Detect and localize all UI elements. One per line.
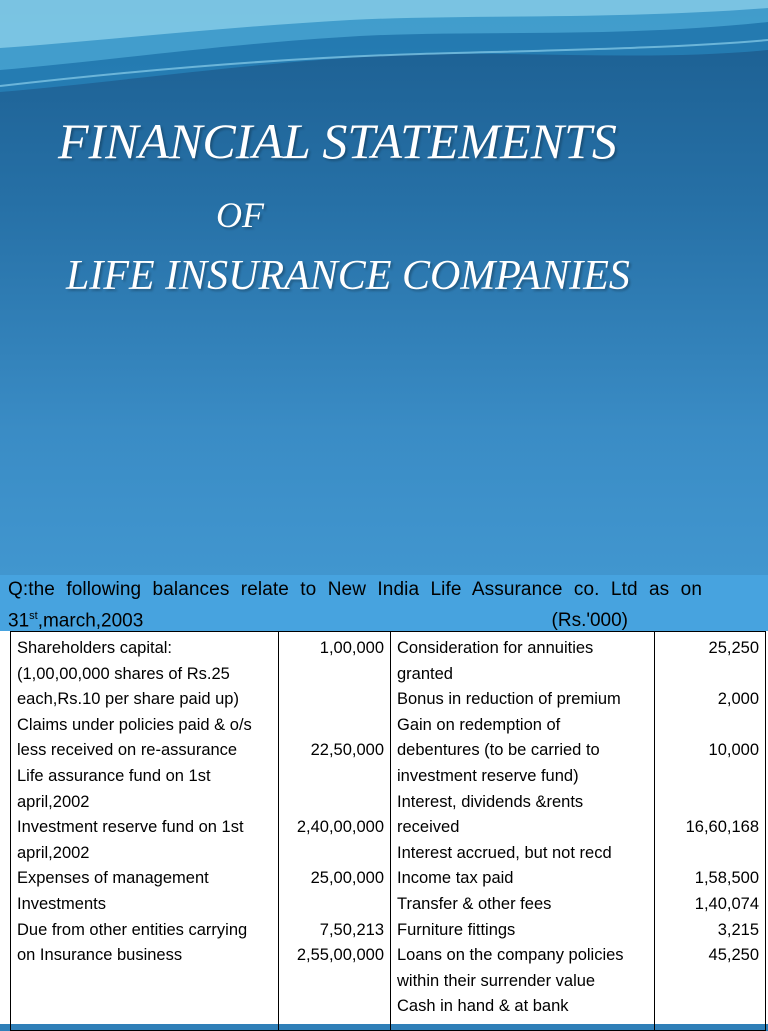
- right-item-amount: [661, 790, 759, 816]
- left-item-amount: 1,00,000: [319, 639, 384, 657]
- right-item-amount: [661, 969, 759, 995]
- table-row: [11, 632, 766, 1031]
- right-item-text: Furniture fittings: [397, 920, 516, 939]
- wave-decoration: [0, 0, 768, 110]
- question-date: [8, 610, 143, 632]
- right-item-amount: 25,250: [708, 639, 759, 657]
- right-item-text: Income tax paid: [397, 869, 514, 888]
- left-item-text: Investments: [17, 894, 106, 913]
- right-item-amount: [661, 764, 759, 790]
- left-item-text: (1,00,00,000 shares of Rs.25: [17, 664, 230, 683]
- left-item-text: april,2002: [17, 843, 90, 862]
- right-item-text: Cash in hand & at bank: [397, 997, 569, 1016]
- right-item-text: granted: [397, 664, 453, 683]
- right-item-amount: [661, 994, 759, 1020]
- right-item-text: Loans on the company policies: [397, 946, 624, 965]
- right-item-amount: 16,60,168: [685, 818, 759, 837]
- left-item-text: Shareholders capital:: [17, 639, 173, 657]
- left-item-amount: [285, 790, 384, 816]
- right-item-text: Consideration for annuities: [397, 639, 594, 657]
- question-section: [0, 575, 768, 1024]
- right-lines: [397, 636, 648, 1020]
- left-item-amount: 2,55,00,000: [296, 946, 384, 965]
- right-amount-column: [655, 632, 766, 1031]
- right-item-amount: 2,000: [717, 690, 759, 709]
- right-item-text: Interest, dividends &rents: [397, 792, 584, 811]
- left-item-text: Claims under policies paid & o/s: [17, 715, 252, 734]
- title-line-2: OF: [216, 195, 264, 235]
- right-item-amount: 10,000: [708, 741, 759, 760]
- right-values: [661, 636, 759, 1020]
- left-item-text: less received on re-assurance: [17, 741, 238, 760]
- right-item-text: debentures (to be carried to: [397, 741, 600, 760]
- left-item-text: april,2002: [17, 792, 90, 811]
- right-item-amount: [661, 713, 759, 739]
- left-item-amount: 7,50,213: [319, 920, 384, 939]
- left-item-amount: [285, 841, 384, 867]
- right-item-amount: 1,40,074: [694, 894, 759, 913]
- question-text: Q:the following balances relate to New India Life Assurance co. Ltd as on: [8, 579, 702, 600]
- left-amount-column: [279, 632, 391, 1031]
- right-item-text: Gain on redemption of: [397, 715, 561, 734]
- right-item-text: received: [397, 818, 460, 837]
- date-rest: ,march,2003: [37, 610, 144, 632]
- right-item-text: Transfer & other fees: [397, 894, 552, 913]
- right-item-text: within their surrender value: [397, 971, 596, 990]
- right-item-amount: [661, 841, 759, 867]
- left-item-amount: [285, 892, 384, 918]
- right-item-amount: [661, 662, 759, 688]
- title-line-3: LIFE INSURANCE COMPANIES: [66, 253, 630, 299]
- left-item-amount: 2,40,00,000: [296, 818, 384, 837]
- left-values: [285, 636, 384, 969]
- left-item-text: Due from other entities carrying: [17, 920, 248, 939]
- left-item-amount: [285, 713, 384, 739]
- date-day: 31: [8, 610, 30, 632]
- right-item-amount: 1,58,500: [694, 869, 759, 888]
- left-item-text: on Insurance business: [17, 946, 183, 965]
- right-description-column: [391, 632, 655, 1031]
- right-item-amount: 3,215: [717, 920, 759, 939]
- left-item-text: Investment reserve fund on 1st: [17, 818, 244, 837]
- left-item-amount: [285, 687, 384, 713]
- left-item-amount: 22,50,000: [310, 741, 384, 760]
- right-item-amount: 45,250: [708, 946, 759, 965]
- unit-label: (Rs.'000): [551, 610, 628, 631]
- left-item-text: each,Rs.10 per share paid up): [17, 690, 239, 709]
- left-item-amount: [285, 662, 384, 688]
- question-band: [0, 575, 768, 631]
- left-description-column: [11, 632, 279, 1031]
- left-item-text: Life assurance fund on 1st: [17, 766, 211, 785]
- right-item-text: Bonus in reduction of premium: [397, 690, 621, 709]
- left-lines: [17, 636, 272, 969]
- left-item-amount: 25,00,000: [310, 869, 384, 888]
- balances-table: [10, 631, 766, 1031]
- right-item-text: Interest accrued, but not recd: [397, 843, 612, 862]
- right-item-text: investment reserve fund): [397, 766, 579, 785]
- left-item-text: Expenses of management: [17, 869, 209, 888]
- title-line-1: FINANCIAL STATEMENTS: [58, 113, 617, 169]
- date-suffix: st: [29, 610, 38, 622]
- left-item-amount: [285, 764, 384, 790]
